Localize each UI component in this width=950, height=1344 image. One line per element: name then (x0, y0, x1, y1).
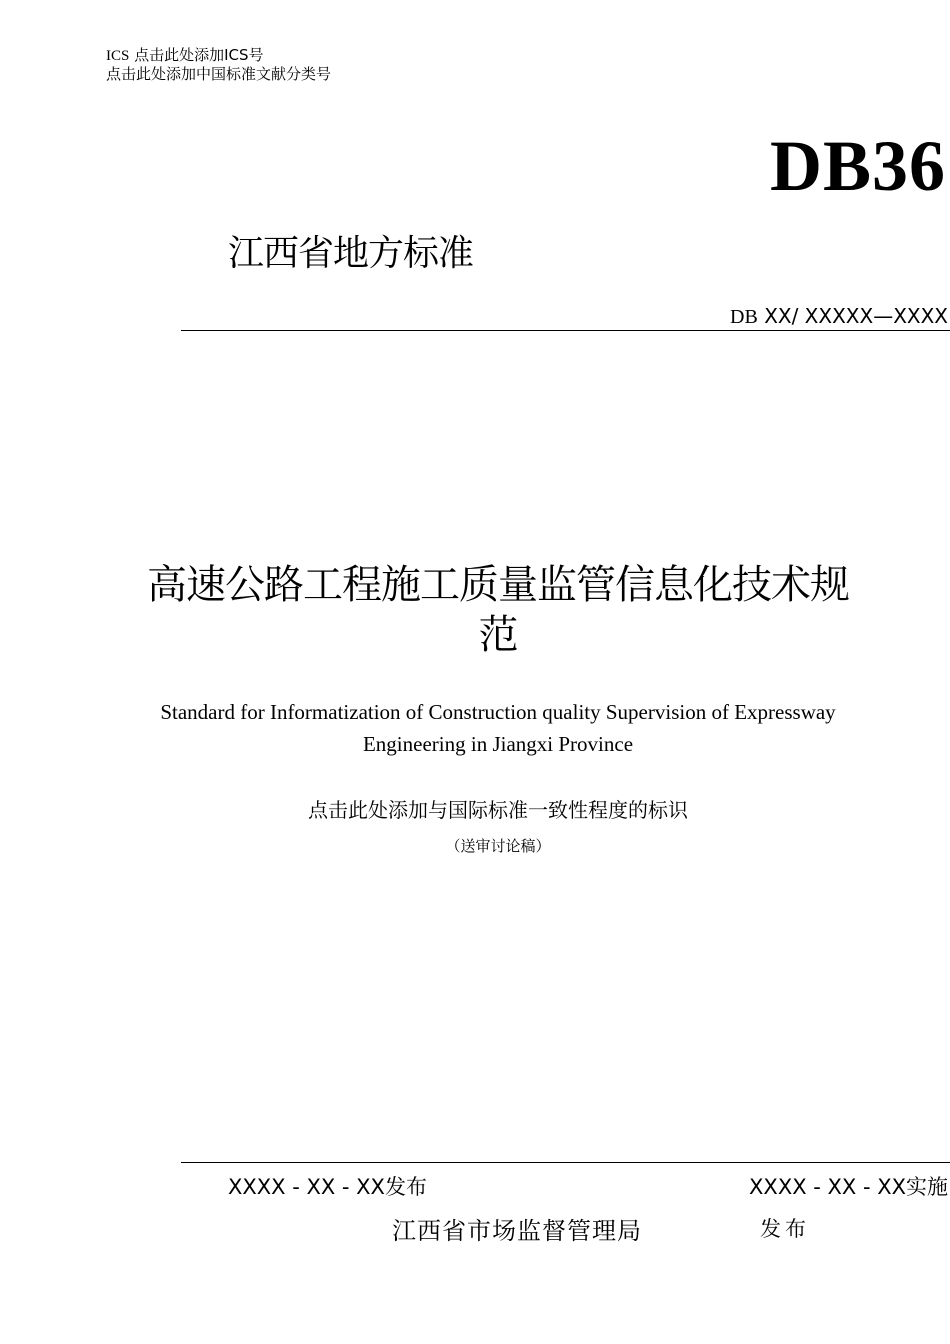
ics-prefix: ICS (106, 48, 130, 64)
draft-status: （送审讨论稿） (445, 837, 551, 855)
issuing-authority: 江西省市场监督管理局 (392, 1217, 642, 1245)
title-english-line2: Engineering in Jiangxi Province (362, 732, 634, 756)
issue-label: 发布 (760, 1217, 810, 1241)
standard-number-prefix: DB (730, 306, 758, 328)
standard-type: 江西省地方标准 (228, 233, 474, 274)
top-divider (181, 330, 950, 331)
bottom-divider (181, 1162, 950, 1163)
standard-number-value: XX/ XXXXX—XXXX (764, 304, 948, 328)
ics-number-line (106, 46, 264, 65)
consistency-placeholder[interactable]: 点击此处添加与国际标准一致性程度的标识 (308, 798, 688, 822)
implementation-date: XXXX - XX - XX实施 (749, 1175, 948, 1199)
ccs-placeholder[interactable]: 点击此处添加中国标准文献分类号 (106, 65, 332, 83)
title-chinese (100, 560, 896, 660)
title-chinese-line2: 范 (478, 612, 518, 658)
ics-placeholder[interactable]: 点击此处添加ICS号 (134, 46, 264, 64)
standard-number (730, 303, 948, 330)
title-english (100, 696, 896, 760)
title-chinese-line1: 高速公路工程施工质量监管信息化技术规 (147, 562, 849, 608)
standard-code: DB36 (769, 126, 946, 206)
title-english-line1: Standard for Informatization of Construction quality Supervision of Expressway (160, 700, 836, 724)
issue-date: XXXX - XX - XX发布 (228, 1175, 427, 1199)
